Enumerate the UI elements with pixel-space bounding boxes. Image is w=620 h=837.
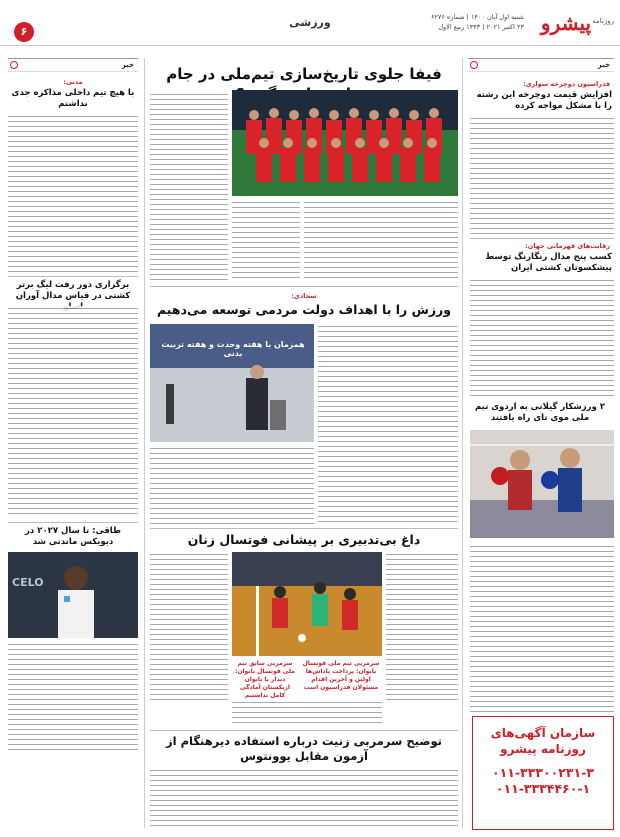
- banner-text: همزمان با هفته وحدت و هفته تربیت بدنی: [161, 340, 305, 358]
- bar-dot-icon-left: [10, 61, 18, 69]
- left-body-text-3: [8, 642, 138, 752]
- futsal-headline: داغ بی‌تدبیری بر پیشانی فوتسال زنان: [187, 532, 421, 547]
- futsal-body-right: [386, 552, 458, 702]
- futsal-body-bottom: [232, 700, 382, 726]
- lead-body-left: [150, 92, 228, 282]
- column-divider-left: [144, 58, 145, 828]
- right-divider-1: [470, 238, 614, 239]
- left-headline-2: برگزاری دور رفت لیگ برتر کشتی در قیاس مدال آوران: [15, 280, 131, 301]
- sajjadi-body-right: [318, 324, 458, 524]
- ad-phone-1: ۰۱۱-۳۳۳۰۰۲۳۱-۳: [492, 765, 594, 780]
- lead-body-right: [304, 200, 458, 280]
- lead-body-mid: [232, 200, 300, 280]
- zenit-body: [150, 768, 458, 830]
- left-divider-1: [8, 276, 138, 277]
- right-body-text-2: [470, 278, 614, 396]
- left-divider-2: [8, 522, 138, 523]
- bar-dot-icon: [470, 61, 478, 69]
- player-photo: [8, 552, 138, 638]
- right-headline-3: ۲ ورزشکار گیلانی به اردوی تیم ملی موی تای راه یافتند: [474, 402, 606, 423]
- right-kicker-2: رقابت‌های قهرمانی جهان:: [525, 242, 610, 250]
- team-lineup-illustration: [232, 90, 458, 196]
- left-column-bar: [8, 58, 138, 72]
- left-body-text: [8, 114, 138, 272]
- dateline-1: شنبه اول آبان ۱۴۰۰ | شماره ۶۲۷۶: [430, 13, 524, 21]
- column-divider-right: [462, 58, 463, 828]
- left-kicker: مدنی:: [63, 78, 83, 86]
- futsal-red-sub-2: سرمربی سابق تیم ملی فوتسال بانوان: دیدار با بانوان ازبکستان آمادگی کامل نداشتیم: [234, 660, 296, 699]
- right-kicker: فدراسیون دوچرخه سواری:: [523, 80, 610, 88]
- national-team-photo: [232, 90, 458, 196]
- lead-headline: فیفا جلوی تاریخ‌سازی تیم‌ملی در جام: [166, 65, 442, 83]
- right-column-bar: [468, 58, 614, 72]
- right-body-text-3: [470, 544, 614, 714]
- center-divider-2: [150, 528, 458, 529]
- futsal-illustration: [232, 552, 382, 656]
- dateline: [364, 12, 524, 32]
- boxers-illustration: [470, 430, 614, 538]
- logo-text: پیشرو: [540, 11, 592, 35]
- right-bar-label: خبر: [597, 61, 610, 69]
- masthead: [0, 0, 620, 46]
- futsal-red-sub-1: سرمربی تیم ملی فوتسال بانوان: پرداخت پاداش‌ها اولین و آخرین اقدام مسئولان فدراسیون است: [302, 660, 380, 691]
- right-headline: افزایش قیمت دوچرخه این رشته را با مشکل مواجه کرده: [476, 90, 612, 111]
- sajjadi-headline: ورزش را با اهداف دولت مردمی توسعه می‌دهیم: [157, 302, 451, 317]
- ad-title: سازمان آگهی‌های روزنامه پیشرو: [490, 726, 596, 756]
- center-divider-3: [150, 730, 458, 731]
- sajjadi-kicker: سجادی:: [291, 292, 317, 300]
- futsal-body-left: [150, 552, 228, 702]
- right-headline-2: کسب پنج مدال رنگارنگ توسط پیشکسوتان کشتی ایران: [485, 252, 612, 273]
- page-number: ۶: [14, 22, 34, 42]
- advertising-box: [472, 716, 614, 830]
- sajjadi-event-photo: [150, 324, 314, 442]
- zenit-headline: توضیح سرمربی زنیت درباره استفاده دیرهنگام از آزمون مقابل یوونتوس: [166, 734, 442, 763]
- section-title: ورزشی: [289, 16, 331, 29]
- center-divider-1: [150, 286, 458, 287]
- muay-thai-photo: [470, 430, 614, 538]
- futsal-photo: [232, 552, 382, 656]
- sajjadi-body-left: [150, 446, 314, 524]
- newspaper-logo: [534, 6, 614, 40]
- left-headline-3: طاقی: تا سال ۲۰۲۷ در دیویکس ماندنی شد: [25, 526, 121, 547]
- right-body-text: [470, 116, 614, 234]
- left-bar-label: خبر: [121, 61, 134, 69]
- logo-subtext: روزنامه: [592, 17, 614, 25]
- left-headline: با هیچ تیم داخلی مذاکره جدی نداشتم: [11, 88, 135, 109]
- left-body-text-2: [8, 306, 138, 518]
- photo-banner-text: CELO: [12, 576, 44, 589]
- ad-phone-2: ۰۱۱-۳۳۳۴۴۶۰-۱: [495, 781, 591, 796]
- player-illustration: [8, 552, 138, 638]
- dateline-2: ۲۳ اکتبر ۲۰۲۱ | ۱۴۴۳ ربیع الاول: [438, 23, 524, 31]
